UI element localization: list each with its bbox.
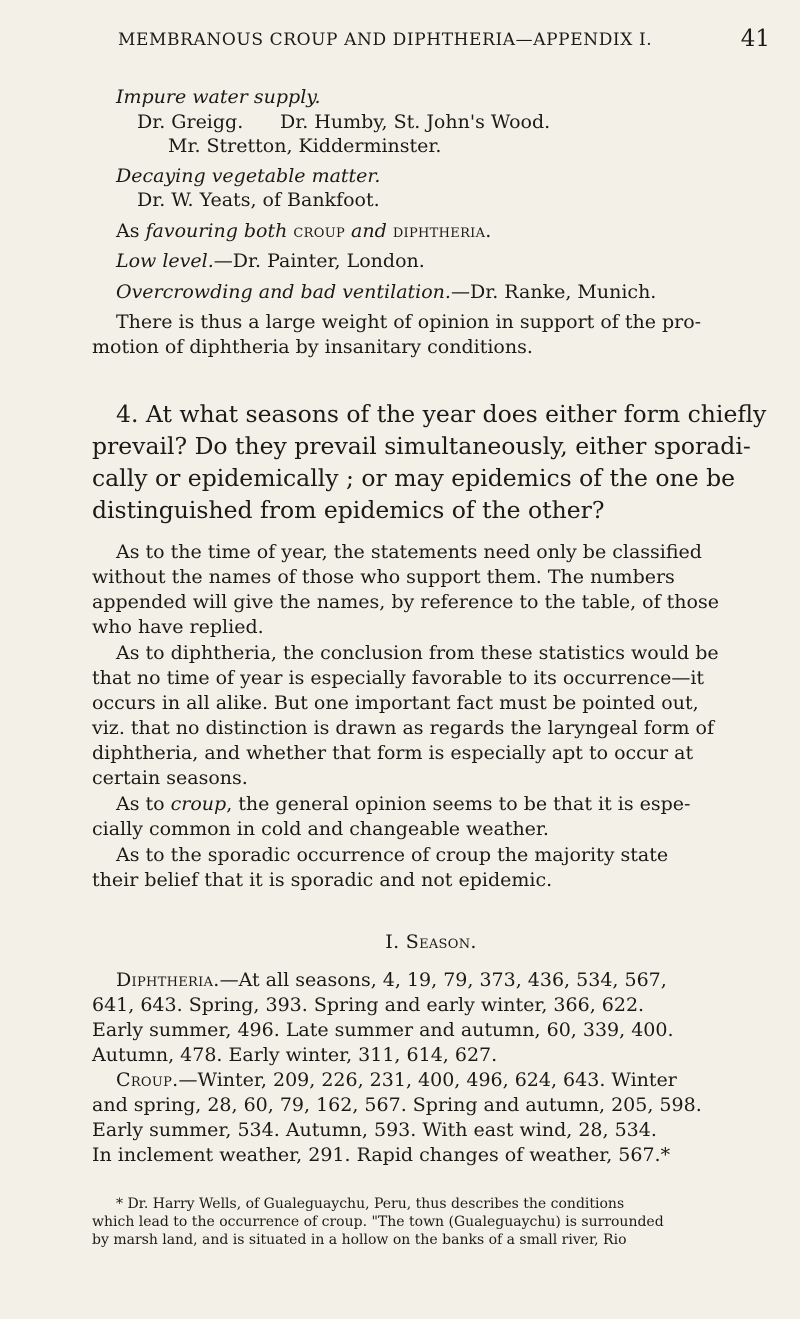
footnote-line-1: * Dr. Harry Wells, of Gualeguaychu, Peru, thus describes the conditions [116,1196,625,1212]
overcrowding-label: Overcrowding and bad ventilation. [116,281,451,303]
summary-line-1: There is thus a large weight of opinion in support of the pro- [116,311,702,333]
favouring-mid-2: and [345,220,393,242]
low-level-line [116,252,425,271]
overcrowding-line [116,283,656,302]
answer-p4-line-1: As to the sporadic occurrence of croup the majority state [116,844,669,866]
diphtheria-text-1: —At all seasons, 4, 19, 79, 373, 436, 534, 567, [219,969,667,991]
low-level-entry: —Dr. Painter, London. [213,250,425,272]
croup-text-1: —Winter, 209, 226, 231, 400, 496, 624, 643. Winter [178,1069,677,1091]
answer-p3-rest: , the general opinion seems to be that it is espe- [226,793,691,815]
croup-label: Croup. [116,1069,179,1091]
diphtheria-line-2: 641, 643. Spring, 393. Spring and early winter, 366, 622. [92,994,645,1016]
overcrowding-entry: —Dr. Ranke, Munich. [450,281,657,303]
summary-line-2: motion of diphtheria by insanitary conditions. [92,336,533,358]
question-line-2: prevail? Do they prevail simultaneously, either sporadi- [92,432,751,460]
decaying-entry-yeats: Dr. W. Yeats, of Bankfoot. [137,189,380,211]
answer-p1-line-1: As to the time of year, the statements need only be classified [116,541,702,563]
diphtheria-line-1 [116,971,667,990]
croup-line-2: and spring, 28, 60, 79, 162, 567. Spring and autumn, 205, 598. [92,1094,702,1116]
answer-p3-croup: croup [170,793,227,815]
favouring-diphtheria: diphtheria. [392,220,492,242]
season-heading [92,933,770,952]
low-level-label: Low level. [116,250,214,272]
answer-p2-line-4: viz. that no distinction is drawn as regards the laryngeal form of [92,717,714,739]
footnote-line-3: by marsh land, and is situated in a hollow on the banks of a small river, Rio [92,1232,627,1248]
impure-entry-stretton: Mr. Stretton, Kidderminster. [168,135,442,157]
croup-line-3: Early summer, 534. Autumn, 593. With east wind, 28, 534. [92,1119,657,1141]
answer-p2-line-1: As to diphtheria, the conclusion from these statistics would be [116,642,719,664]
page-number: 41 [740,26,770,52]
answer-p2-line-5: diphtheria, and whether that form is especially apt to occur at [92,742,694,764]
croup-line-1 [116,1071,677,1090]
answer-p1-line-2: without the names of those who support them. The numbers [92,566,675,588]
season-heading-text: I. Season. [385,931,477,953]
diphtheria-label: Diphtheria. [116,969,220,991]
favouring-prefix: As [116,220,140,242]
answer-p2-line-6: certain seasons. [92,767,248,789]
footnote-line-2: which lead to the occurrence of croup. "The town (Gualeguaychu) is surrounded [92,1214,664,1230]
impure-entry-greigg: Dr. Greigg. [137,111,244,133]
running-title: MEMBRANOUS CROUP AND DIPHTHERIA—APPENDIX I. [118,30,653,50]
answer-p3-as-to: As to [116,793,171,815]
favouring-both-line [116,222,492,241]
diphtheria-line-4: Autumn, 478. Early winter, 311, 614, 627. [92,1044,498,1066]
answer-p2-line-3: occurs in all alike. But one important fact must be pointed out, [92,692,699,714]
impure-entry-humby: Dr. Humby, St. John's Wood. [280,111,551,133]
question-line-3: cally or epidemically ; or may epidemics of the one be [92,464,736,492]
croup-line-4: In inclement weather, 291. Rapid changes of weather, 567.* [92,1144,671,1166]
running-header [118,26,770,52]
answer-p1-line-4: who have replied. [92,616,264,638]
answer-p3-line-2: cially common in cold and changeable weather. [92,818,549,840]
answer-p4-line-2: their belief that it is sporadic and not epidemic. [92,869,553,891]
impure-water-label: Impure water supply. [116,86,321,108]
diphtheria-line-3: Early summer, 496. Late summer and autumn, 60, 339, 400. [92,1019,674,1041]
answer-p3-line-1 [116,795,690,814]
decaying-matter-label: Decaying vegetable matter. [116,165,381,187]
answer-p2-line-2: that no time of year is especially favorable to its occurrence—it [92,667,705,689]
favouring-mid-1: favouring both [139,220,294,242]
answer-p1-line-3: appended will give the names, by reference to the table, of those [92,591,719,613]
question-line-1: 4. At what seasons of the year does either form chiefly [116,400,767,428]
favouring-croup: croup [293,220,346,242]
question-line-4: distinguished from epidemics of the other? [92,496,605,524]
